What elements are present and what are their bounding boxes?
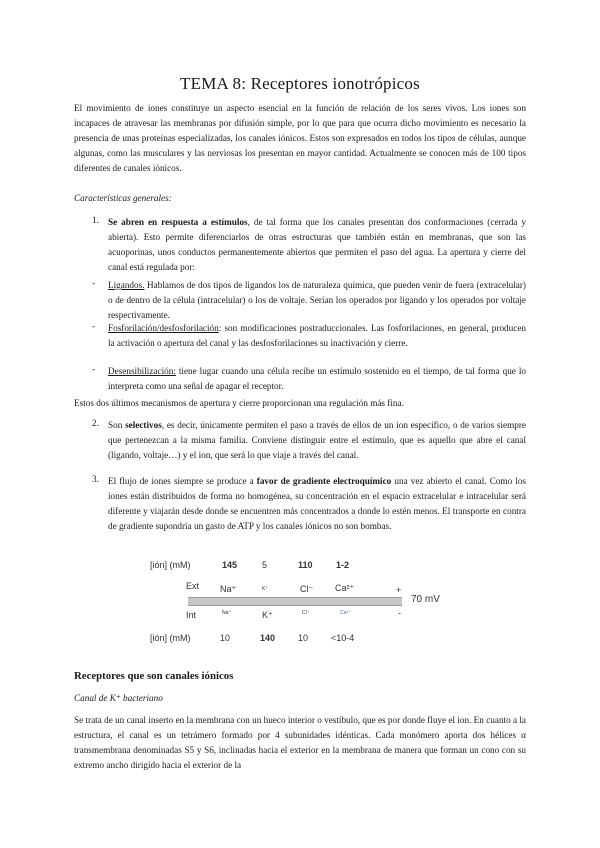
bullet-term: Desensibilización:: [108, 366, 176, 376]
ion-ext-ca: Ca²⁺: [335, 583, 355, 593]
item-3-number: 3.: [92, 474, 99, 484]
bottom-value-ca: <10-4: [331, 633, 355, 643]
general-characteristics-heading: Características generales:: [74, 193, 172, 203]
page-title: TEMA 8: Receptores ionotrópicos: [180, 74, 420, 93]
top-value-k: 5: [262, 560, 268, 570]
bottom-concentration-label: [ión] (mM): [150, 633, 191, 643]
bullet-text: : son modificaciones postraduccionales. Las fosforilaciones, en general, producen la activación o apertura del canal y las desfosforilaciones su inactivación y cierre.: [108, 323, 526, 348]
int-label: Int: [186, 610, 197, 620]
bullet-term: Ligandos.: [108, 280, 145, 290]
item-1-text: [108, 215, 526, 275]
bullet-fosforilacion: [108, 321, 526, 351]
bullet-desensibilizacion: [108, 364, 526, 394]
ion-ext-na: Na⁺: [220, 584, 237, 594]
item-3-body: una vez abierto el canal. Como los iones están distribuidos de forma no homogénea, su concentración en el espacio extracelular e intracelular será diferente y viajarán desde donde se encuentren más concentrados a donde lo estén menos. El transporte en contra de gradiente supondría un gasto de ATP y los canales iónicos no son bombas.: [108, 476, 526, 531]
ion-int-ca: Ca²⁺: [340, 610, 351, 616]
item-2-body: , es decir, únicamente permiten el paso a través de ellos de un ion específico, o de varios siempre que pertenezcan a la misma familia. Conviene distinguir entre el estímulo, que es aquello que abre el canal (ligando, voltaje…) y el ion, que será lo que viaje a través del canal.: [108, 420, 526, 460]
ion-ext-cl: Cl⁻: [300, 584, 314, 594]
ext-label: Ext: [186, 581, 200, 591]
ion-ext-k: K⁺: [262, 586, 268, 592]
top-value-ca: 1-2: [336, 560, 350, 570]
item-2-bold: selectivos: [125, 420, 162, 430]
bullet-dash-1: -: [92, 278, 96, 288]
section-heading-receptores: Receptores que son canales iónicos: [74, 670, 234, 682]
bullet-ligandos: [108, 278, 526, 323]
bullet-dash-2: -: [92, 321, 96, 331]
mechanisms-note: Estos dos últimos mecanismos de apertura y cierre proporcionan una regulación más fina.: [74, 398, 404, 408]
bullet-text: tiene lugar cuando una célula recibe un estímulo sostenido en el tiempo, de tal forma que lo interpreta como una señal de apagar el receptor.: [108, 366, 526, 391]
top-value-cl: 110: [298, 560, 313, 570]
bullet-term: Fosforilación/desfosforilación: [108, 323, 219, 333]
voltage-label: 70 mV: [411, 594, 440, 605]
ion-int-cl: Cl⁻: [302, 610, 310, 616]
item-3-bold: favor de gradiente electroquímico: [256, 476, 392, 486]
item-1-number: 1.: [92, 215, 99, 225]
bottom-value-cl: 10: [298, 633, 309, 643]
item-2-pre: Son: [108, 420, 126, 430]
item-3-pre: El flujo de iones siempre se produce a: [108, 476, 257, 486]
top-concentration-label: [ión] (mM): [150, 560, 191, 570]
intro-paragraph: El movimiento de iones constituye un aspecto esencial en la función de relación de los seres vivos. Los iones son incapaces de atravesar las membranas por difusión simple, por lo que para que ocurra dicho movimiento es necesario la presencia de unas proteínas especializadas, los canales iónicos. Estos son expresados en todos los tipos de células, aunque algunas, como las musculares y las nerviosas los presentan en mayor cantidad. Actualmente se conocen más de 100 tipos diferentes de canales iónicos.: [74, 103, 526, 173]
ion-int-k: K⁺: [262, 610, 273, 620]
plus-sign: +: [396, 585, 402, 595]
top-value-na: 145: [222, 560, 238, 570]
canal-heading: Canal de K⁺ bacteriano: [74, 693, 163, 703]
canal-paragraph: Se trata de un canal inserto en la membrana con un hueco interior o vestíbulo, que es por donde fluye el ion. En cuanto a la estructura, el canal es un tetrámero formado por 4 subunidades idénticas. Cada monómero aporta dos hélices α transmembrana denominadas S5 y S6, inclinadas hacia el exterior en la membrana de manera que forman un cono con su extremo ancho dirigido hacia el exterior de la: [74, 715, 526, 770]
bullet-dash-3: -: [92, 364, 96, 374]
item-1-body: , de tal forma que los canales presentan dos conformaciones (cerrada y abierta). Esto permite diferenciarlos de otras estructuras que también están en membranas, que son las acuoporinas, unos conductos permanentemente abiertos que permiten el paso del agua. La apertura y cierre del canal está regulada por:: [108, 217, 526, 272]
item-1-bold: Se abren en respuesta a estímulos: [108, 217, 248, 227]
item-3-text: [108, 474, 526, 534]
bottom-value-na: 10: [220, 633, 231, 643]
bottom-value-k: 140: [260, 633, 276, 643]
membrane-bar: [188, 597, 402, 606]
item-2-number: 2.: [92, 418, 99, 428]
bullet-text: Hablamos de dos tipos de ligandos los de naturaleza química, que pueden venir de fuera (extracelular) o de dentro de la célula (intracelular) o los de voltaje. Serían los operados por ligando y los operados por voltaje respectivamente.: [108, 280, 526, 320]
item-2-text: [108, 418, 526, 463]
ion-int-na: Na⁺: [222, 610, 232, 616]
minus-sign: -: [398, 608, 401, 618]
